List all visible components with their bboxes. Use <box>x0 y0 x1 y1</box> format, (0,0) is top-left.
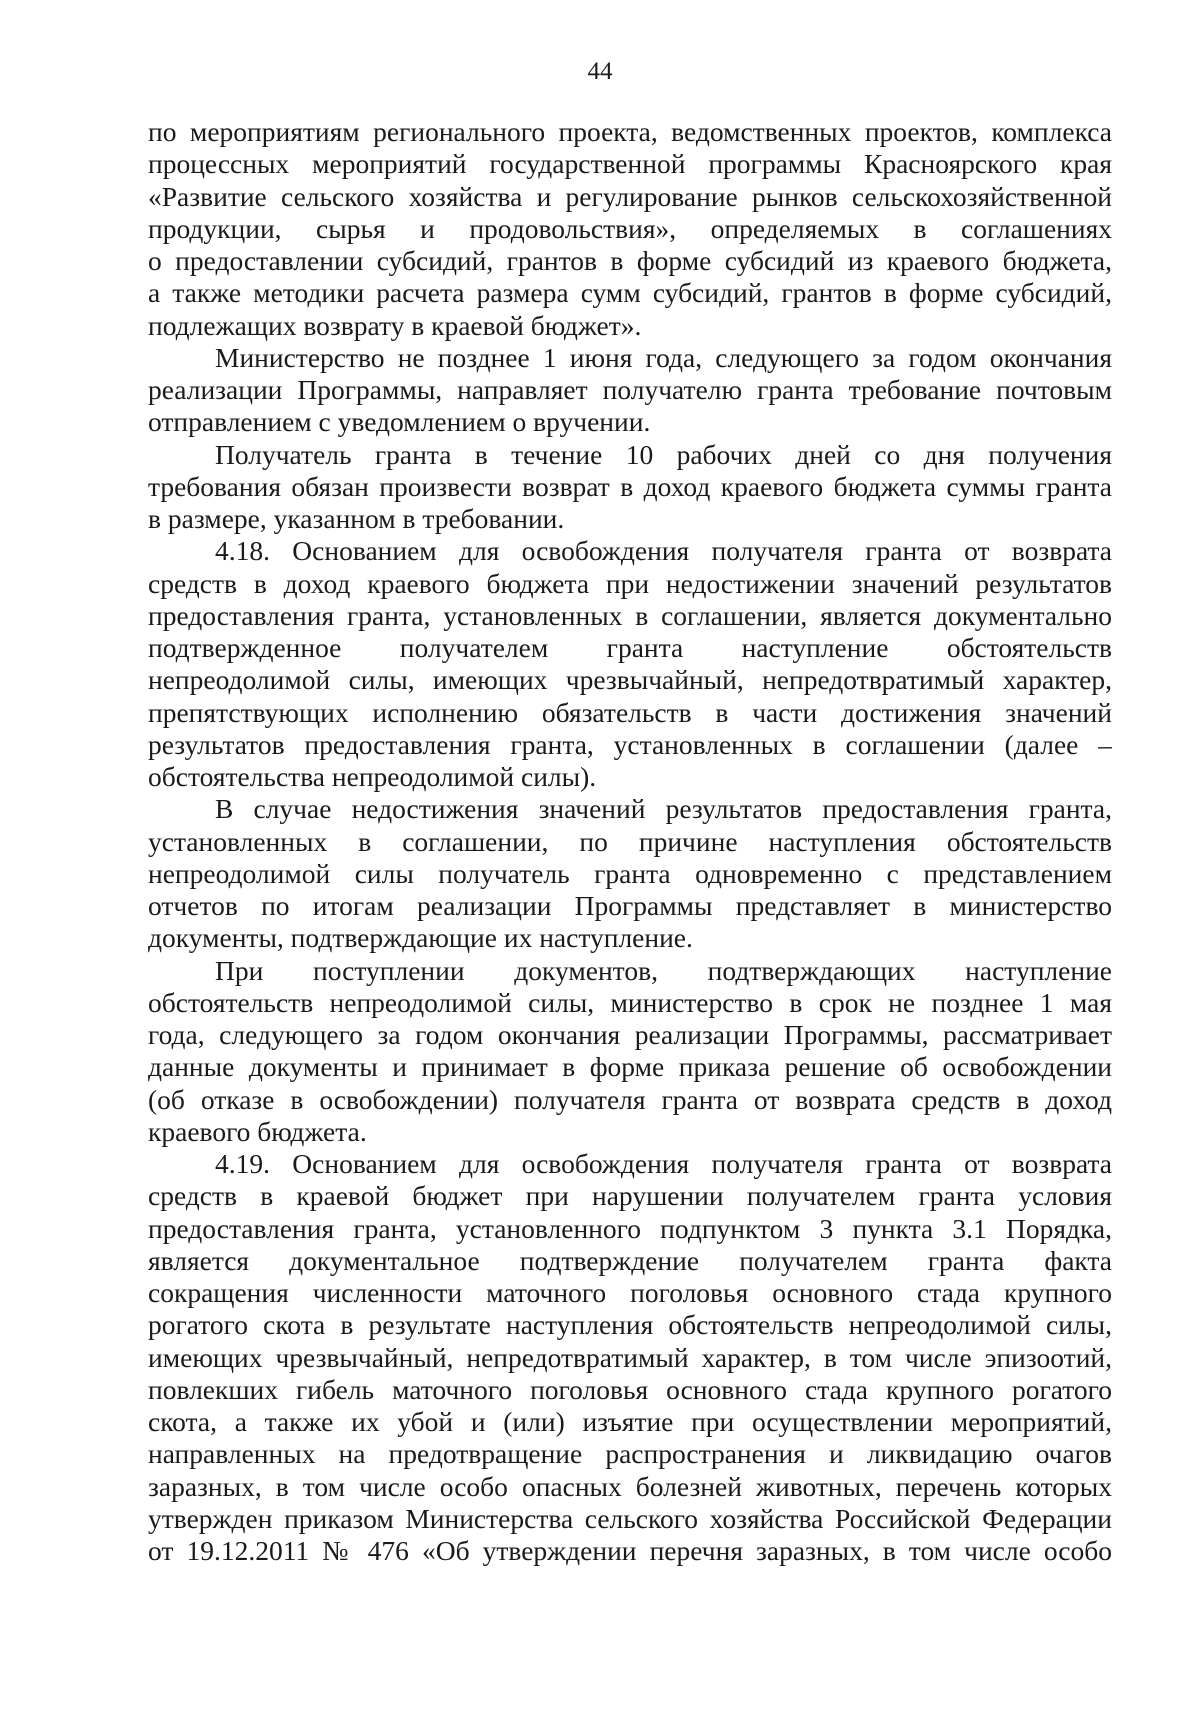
text-line: рогатого скота в результате наступления обстоятельств непреодолимой силы, <box>148 1309 1112 1341</box>
text-line: установленных в соглашении, по причине наступления обстоятельств <box>148 825 1112 857</box>
text-line: подтвержденное получателем гранта наступление обстоятельств <box>148 632 1112 663</box>
document-body <box>148 116 1112 1567</box>
text-line: имеющих чрезвычайный, непредотвратимый характер, в том числе эпизоотий, <box>148 1341 1112 1373</box>
text-line: непреодолимой силы, имеющих чрезвычайный, непредотвратимый характер, <box>148 664 1112 696</box>
text-line: средств в доход краевого бюджета при недостижении значений результатов <box>148 567 1112 599</box>
text-line: непреодолимой силы получатель гранта одновременно с представлением <box>148 857 1112 889</box>
text-line: скота, а также их убой и (или) изъятие при осуществлении мероприятий, <box>148 1406 1112 1437</box>
text-line: утвержден приказом Министерства сельского хозяйства Российской Федерации <box>148 1502 1112 1534</box>
text-line: а также методики расчета размера сумм субсидий, грантов в форме субсидий, <box>148 277 1112 309</box>
text-line: процессных мероприятий государственной программы Красноярского края <box>148 148 1112 180</box>
text-line: года, следующего за годом окончания реализации Программы, рассматривает <box>148 1019 1112 1050</box>
text-line: является документальное подтверждение получателем гранта факта <box>148 1244 1112 1276</box>
text-line: сокращения численности маточного поголовья основного стада крупного <box>148 1277 1112 1308</box>
text-line: предоставления гранта, установленных в соглашении, является документально <box>148 599 1112 631</box>
text-line: продукции, сырья и продовольствия», определяемых в соглашениях <box>148 212 1112 244</box>
text-line: обстоятельств непреодолимой силы, министерство в срок не позднее 1 мая <box>148 986 1112 1018</box>
text-line: документы, подтверждающие их наступление. <box>148 922 693 954</box>
text-line: в размере, указанном в требовании. <box>148 503 565 534</box>
text-line: отправлением с уведомлением о вручении. <box>148 406 651 438</box>
text-line: «Развитие сельского хозяйства и регулирование рынков сельскохозяйственной <box>148 180 1112 212</box>
text-line: Министерство не позднее 1 июня года, следующего за годом окончания <box>215 341 1112 373</box>
text-line: 4.19. Основанием для освобождения получателя гранта от возврата <box>215 1148 1112 1179</box>
text-line: отчетов по итогам реализации Программы представляет в министерство <box>148 890 1112 921</box>
text-line: повлекших гибель маточного поголовья основного стада крупного рогатого <box>148 1373 1112 1405</box>
text-line: краевого бюджета. <box>148 1115 367 1147</box>
text-line: препятствующих исполнению обязательств в части достижения значений <box>148 696 1112 728</box>
text-line: требования обязан произвести возврат в доход краевого бюджета суммы гранта <box>148 470 1112 502</box>
text-line: реализации Программы, направляет получателю гранта требование почтовым <box>148 374 1112 405</box>
text-line: данные документы и принимает в форме приказа решение об освобождении <box>148 1051 1112 1083</box>
text-line: (об отказе в освобождении) получателя гранта от возврата средств в доход <box>148 1083 1112 1115</box>
text-line: обстоятельства непреодолимой силы). <box>148 761 597 792</box>
text-line: В случае недостижения значений результатов предоставления гранта, <box>215 793 1112 825</box>
text-line: заразных, в том числе особо опасных болезней животных, перечень которых <box>148 1470 1112 1502</box>
text-line: При поступлении документов, подтверждающих наступление <box>215 954 1112 986</box>
text-line: о предоставлении субсидий, грантов в форме субсидий из краевого бюджета, <box>148 245 1112 276</box>
text-line: направленных на предотвращение распространения и ликвидацию очагов <box>148 1438 1112 1470</box>
text-line: результатов предоставления гранта, установленных в соглашении (далее – <box>148 728 1112 760</box>
text-line: Получатель гранта в течение 10 рабочих дней со дня получения <box>215 438 1112 470</box>
text-line: средств в краевой бюджет при нарушении получателем гранта условия <box>148 1180 1112 1212</box>
text-line: по мероприятиям регионального проекта, ведомственных проектов, комплекса <box>148 116 1112 147</box>
page-number: 44 <box>587 58 613 85</box>
text-line: 4.18. Основанием для освобождения получателя гранта от возврата <box>215 535 1112 567</box>
text-line: от 19.12.2011 № 476 «Об утверждении перечня заразных, в том числе особо <box>148 1535 1112 1566</box>
text-line: предоставления гранта, установленного подпунктом 3 пункта 3.1 Порядка, <box>148 1212 1112 1244</box>
text-line: подлежащих возврату в краевой бюджет». <box>148 309 642 341</box>
